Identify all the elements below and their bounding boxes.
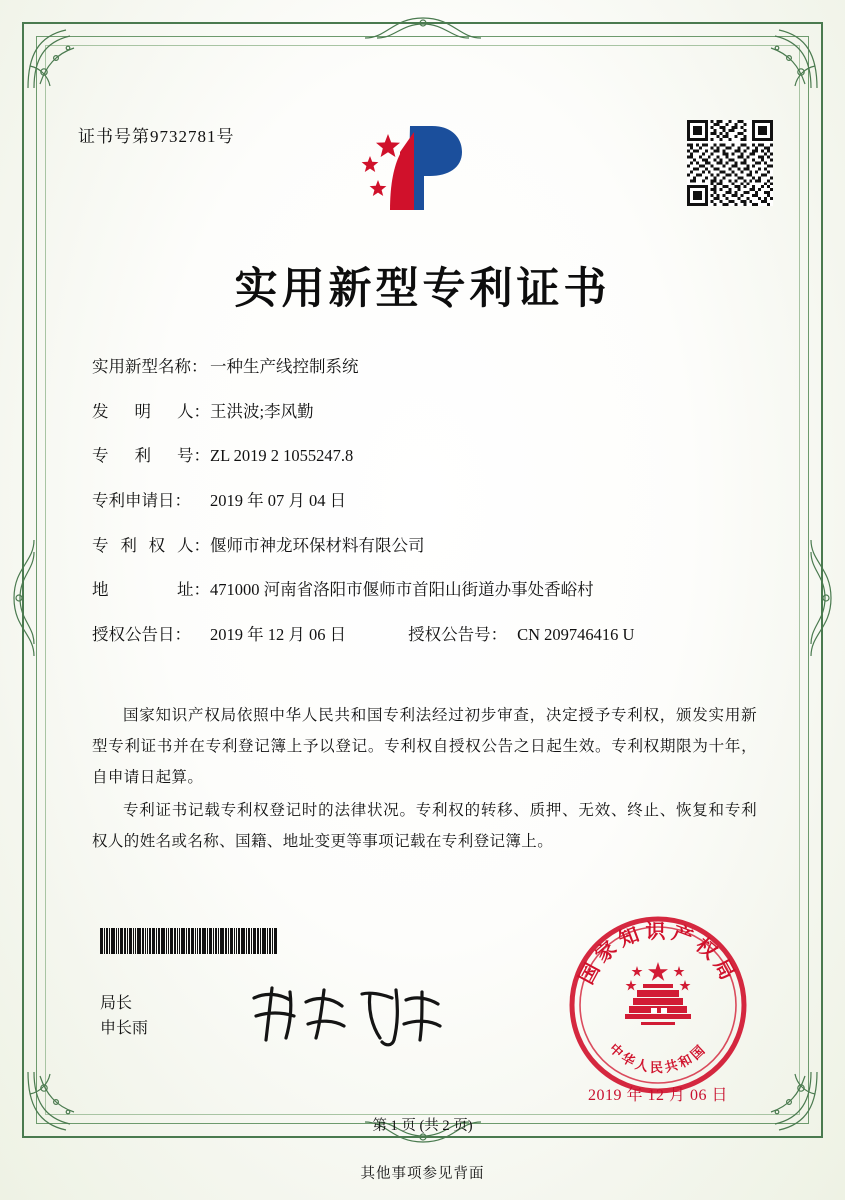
signature-labels (100, 992, 148, 1042)
svg-text:中华人民共和国: 中华人民共和国 (605, 1041, 711, 1076)
field-label (92, 403, 210, 421)
field-label-part: 利 (134, 446, 151, 466)
field-grant-announcement (92, 626, 762, 644)
field-value: 一种生产线控制系统 (210, 357, 359, 376)
director-title-label: 局长 (100, 995, 133, 1012)
edge-ornament-icon (809, 538, 835, 658)
page-title: 实用新型专利证书 (234, 264, 611, 314)
field-label: 专利申请日： (92, 490, 191, 510)
field-label-part: 地 (92, 580, 109, 600)
field-utility-model-name (92, 358, 762, 376)
corner-ornament-icon (755, 26, 819, 90)
field-label (92, 537, 210, 555)
field-patentee (92, 537, 762, 555)
edge-ornament-icon (363, 14, 483, 40)
director-name-label: 申长雨 (100, 1019, 149, 1037)
field-value: 偃师市神龙环保材料有限公司 (210, 535, 425, 555)
barcode (100, 928, 328, 954)
field-label-part: 权 (148, 535, 166, 555)
field-label-part: 专 (92, 535, 109, 555)
paragraph: 国家知识产权局依照中华人民共和国专利法经过初步审查，决定授予专利权，颁发实用新型专利证书并在专利登记簿上予以登记。专利权自授权公告之日起生效。专利权期限为十年，自申请日起算。 (92, 707, 757, 786)
field-value: ZL 2019 2 1055247.8 (210, 446, 354, 466)
field-label-secondary: 授权公告号： (408, 624, 508, 644)
page-number: 第 1 页 (共 2 页) (372, 1118, 473, 1134)
qr-code (687, 120, 773, 206)
footer-note: 其他事项参见背面 (360, 1166, 485, 1182)
legal-text (92, 700, 757, 859)
field-label-part: 号： (177, 446, 210, 466)
field-list (92, 358, 762, 670)
paragraph: 专利证书记载专利权登记时的法律状况。专利权的转移、质押、无效、终止、恢复和专利权人的姓名或名称、国籍、地址变更等事项记载在专利登记簿上。 (92, 802, 757, 850)
field-label-part: 明 (134, 401, 151, 421)
field-value: 王洪波;李风勤 (210, 401, 314, 421)
edge-ornament-icon (10, 538, 36, 658)
field-inventors (92, 403, 762, 421)
field-patent-number (92, 447, 762, 465)
field-label (92, 581, 210, 599)
field-label (92, 447, 210, 465)
field-value: 2019 年 07 月 04 日 (210, 490, 347, 510)
corner-ornament-icon (26, 26, 90, 90)
field-label-part: 人： (177, 401, 210, 421)
field-label: 实用新型名称： (92, 357, 208, 376)
field-label: 授权公告日： (92, 624, 191, 644)
seal-date: 2019 年 12 月 06 日 (587, 1087, 728, 1104)
field-label-part: 址： (177, 580, 210, 600)
field-value-secondary: CN 209746416 U (517, 624, 635, 644)
field-value: 2019 年 12 月 06 日 (210, 624, 347, 644)
official-seal (563, 910, 753, 1100)
field-label-part: 人： (176, 535, 210, 555)
field-value: 471000 河南省洛阳市偃师市首阳山街道办事处香峪村 (210, 580, 594, 600)
field-application-date (92, 492, 762, 510)
certificate-number: 证书号第9732781号 (78, 127, 235, 146)
field-label-part: 利 (120, 535, 137, 555)
cnipa-logo-icon (348, 112, 498, 217)
field-label-part: 专 (92, 446, 109, 466)
field-label-part: 发 (92, 401, 109, 421)
field-address (92, 581, 762, 599)
handwritten-signature-icon (246, 980, 446, 1050)
svg-text:国家知识产权局: 国家知识产权局 (573, 919, 743, 989)
